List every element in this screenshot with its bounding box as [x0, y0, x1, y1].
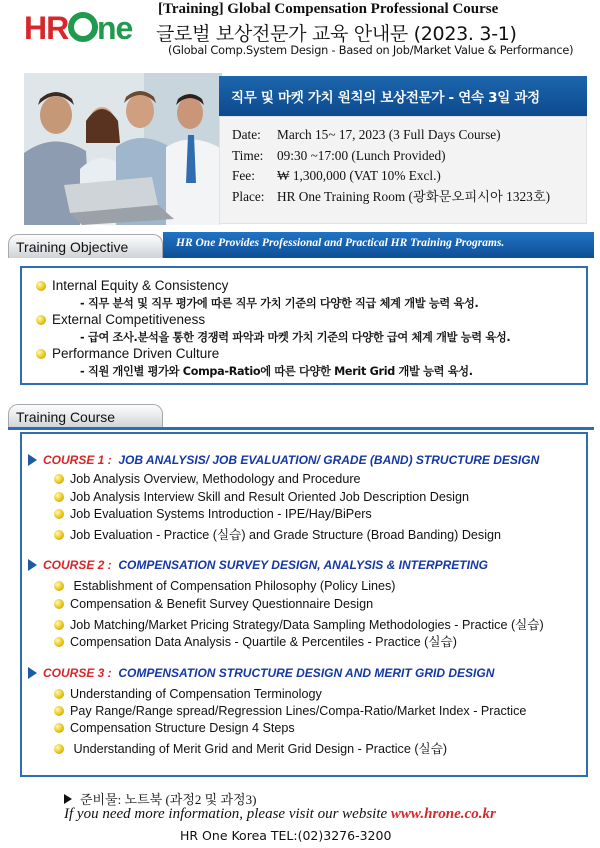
course-item [54, 738, 447, 757]
objective-desc: - 직원 개인별 평가와 Compa-Ratio에 따른 다양한 Merit Grid 개발 능력 육성. [80, 365, 473, 378]
logo-ring-icon [68, 12, 98, 42]
course-item-text: Job Evaluation Systems Introduction - IPE/Hay/BiPers [70, 507, 372, 521]
triangle-bullet-icon [28, 559, 37, 571]
triangle-bullet-icon [64, 794, 72, 804]
course-item-text: Pay Range/Range spread/Regression Lines/Compa-Ratio/Market Index - Practice [70, 704, 527, 718]
bullet-icon [54, 689, 64, 699]
page-title-english: [Training] Global Compensation Professional Course [158, 1, 499, 17]
objective-title: External Competitiveness [52, 312, 206, 327]
course-item [54, 597, 373, 611]
objective-title: Internal Equity & Consistency [52, 278, 229, 293]
course-item [54, 472, 361, 486]
fee-row [232, 166, 586, 187]
course-2-heading [28, 558, 488, 572]
bullet-icon [54, 637, 64, 647]
date-value: March 15~ 17, 2023 (3 Full Days Course) [277, 127, 501, 142]
bullet-icon [36, 281, 46, 291]
page-subtitle: (Global Comp.System Design - Based on Job/Market Value & Performance) [168, 44, 574, 57]
bullet-icon [36, 315, 46, 325]
date-label: Date: [232, 127, 261, 142]
course-item [54, 579, 396, 593]
photo-illustration [24, 73, 222, 225]
course-item-text: Compensation Data Analysis - Quartile & Percentiles - Practice (실습) [70, 635, 457, 649]
training-course-tab: Training Course [8, 404, 163, 428]
course-number: COURSE 2 : [43, 558, 112, 572]
course-title-banner: 직무 및 마켓 가치 원칙의 보상전문가 - 연속 3일 과정 [219, 76, 587, 116]
course-item-text: Understanding of Merit Grid and Merit Grid Design - Practice (실습) [70, 742, 448, 756]
course-name: JOB ANALYSIS/ JOB EVALUATION/ GRADE (BAND) STRUCTURE DESIGN [118, 453, 540, 467]
course-item [54, 490, 469, 504]
course-item [54, 687, 322, 701]
course-number: COURSE 3 : [43, 666, 112, 680]
date-row [232, 125, 586, 146]
course-item [54, 631, 457, 650]
contact-info: HR One Korea TEL:(02)3276-3200 [180, 828, 392, 843]
page-title-korean: 글로벌 보상전문가 교육 안내문 (2023. 3-1) [156, 23, 517, 45]
course-info-box [219, 116, 587, 224]
bullet-icon [54, 581, 64, 591]
course-name: COMPENSATION SURVEY DESIGN, ANALYSIS & INTERPRETING [118, 558, 488, 572]
time-row [232, 146, 586, 167]
course-item [54, 524, 501, 543]
course-item [54, 721, 295, 735]
triangle-bullet-icon [28, 667, 37, 679]
business-people-photo [24, 73, 222, 225]
time-label: Time: [232, 147, 264, 163]
bullet-icon [54, 744, 64, 754]
course-item-text: Compensation Structure Design 4 Steps [70, 721, 295, 735]
bullet-icon [54, 620, 64, 630]
course-item [54, 507, 372, 521]
bullet-icon [54, 492, 64, 502]
logo-text-hr: HR [24, 10, 69, 46]
bullet-icon [36, 349, 46, 359]
course-item [54, 704, 526, 718]
bullet-icon [54, 530, 64, 540]
training-course-box [20, 432, 588, 777]
place-label: Place: [232, 188, 265, 204]
fee-value: ₩ 1,300,000 (VAT 10% Excl.) [277, 168, 441, 183]
course-header-line [8, 427, 594, 430]
objective-desc: - 급여 조사.분석을 통한 경쟁력 파악과 마켓 가치 기준의 다양한 급여 체계 개발 능력 육성. [80, 331, 511, 344]
course-item-text: Job Analysis Overview, Methodology and Procedure [70, 472, 361, 486]
time-value: 09:30 ~17:00 (Lunch Provided) [277, 147, 446, 163]
objective-item [36, 346, 219, 361]
course-item-text: Job Evaluation - Practice (실습) and Grade Structure (Broad Banding) Design [70, 528, 502, 542]
hrone-logo [24, 6, 132, 52]
objective-desc: - 직무 분석 및 직무 평가에 따른 직무 가치 기준의 다양한 직급 체계 개발 능력 육성. [80, 297, 479, 310]
place-value: HR One Training Room (광화문오피시아 1323호) [277, 188, 551, 204]
course-item-text: Compensation & Benefit Survey Questionnaire Design [70, 597, 374, 611]
course-3-heading [28, 666, 494, 680]
training-objective-tab: Training Objective [8, 234, 163, 258]
bullet-icon [54, 509, 64, 519]
objective-tagline: HR One Provides Professional and Practical HR Training Programs. [176, 237, 505, 249]
objective-title: Performance Driven Culture [52, 346, 220, 361]
more-info-text: If you need more information, please visit our website [64, 806, 391, 822]
website-link[interactable]: www.hrone.co.kr [390, 806, 496, 822]
objective-item [36, 312, 205, 327]
course-item-text: Job Analysis Interview Skill and Result Oriented Job Description Design [70, 490, 469, 504]
course-item-text: Establishment of Compensation Philosophy (Policy Lines) [70, 579, 396, 593]
more-info-line [64, 806, 496, 823]
bullet-icon [54, 706, 64, 716]
course-item-text: Job Matching/Market Pricing Strategy/Data Sampling Methodologies - Practice (실습) [70, 618, 544, 632]
objective-item [36, 278, 228, 293]
training-objective-box [20, 266, 588, 385]
bullet-icon [54, 599, 64, 609]
course-name: COMPENSATION STRUCTURE DESIGN AND MERIT GRID DESIGN [118, 666, 495, 680]
bullet-icon [54, 723, 64, 733]
triangle-bullet-icon [28, 454, 37, 466]
fee-label: Fee: [232, 168, 255, 183]
course-1-heading [28, 453, 539, 467]
course-number: COURSE 1 : [43, 453, 112, 467]
bullet-icon [54, 474, 64, 484]
course-item-text: Understanding of Compensation Terminology [70, 687, 322, 701]
place-row [232, 187, 586, 208]
logo-text-ne: ne [97, 10, 133, 46]
preparation-text: 준비물: 노트북 (과정2 및 과정3) [80, 792, 257, 807]
